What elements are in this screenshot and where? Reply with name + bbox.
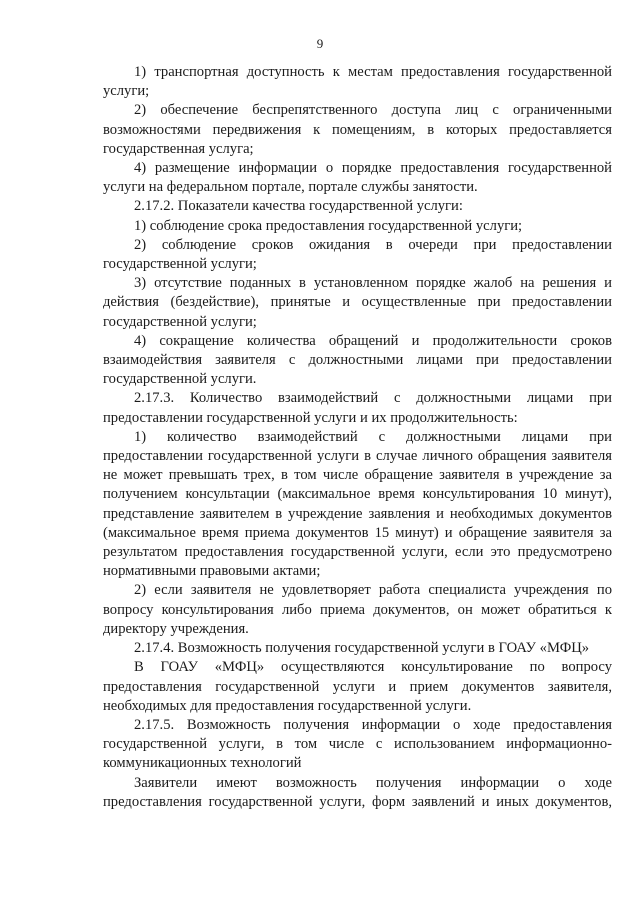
paragraph: 2) если заявителя не удовлетворяет работа специалиста учреждения по вопросу консультирования либо приема документов, он может обратиться к директору учреждения. bbox=[103, 582, 612, 637]
paragraph: 1) соблюдение срока предоставления государственной услуги; bbox=[134, 217, 523, 234]
paragraph: 2) соблюдение сроков ожидания в очереди при предоставлении государственной услуги; bbox=[103, 236, 612, 273]
document-body bbox=[103, 63, 612, 812]
page-number: 9 bbox=[316, 36, 324, 51]
paragraph: В ГОАУ «МФЦ» осуществляются консультирование по вопросу предоставления государственной услуги и прием документов заявителя, необходимых для предоставления государственной услуги. bbox=[103, 659, 612, 714]
section-heading: 2.17.3. Количество взаимодействий с должностными лицами при предоставлении государственной услуги и их продолжительность: bbox=[103, 390, 612, 426]
paragraph: 2) обеспечение беспрепятственного доступа лиц с ограниченными возможностями передвижения к помещениям, в которых предоставляется государственная услуга; bbox=[103, 102, 612, 157]
paragraph: Заявители имеют возможность получения информации о ходе предоставления государственной услуги, форм заявлений и иных документов, bbox=[103, 774, 612, 810]
paragraph: 1) транспортная доступность к местам предоставления государственной услуги; bbox=[103, 64, 612, 100]
section-heading: 2.17.5. Возможность получения информации о ходе предоставления государственной услуги, в том числе с использованием информационно-коммуникационных технологий bbox=[103, 716, 612, 772]
section-heading: 2.17.2. Показатели качества государственной услуги: bbox=[134, 198, 463, 215]
paragraph: 1) количество взаимодействий с должностными лицами при предоставлении государственной услуги в случае личного обращения заявителя не может превышать трех, в том числе обращение заявителя в учреждение за получением консультации (максимальное время консультирования 10 минут), представление заявителем в учреждение заявления и необходимых документов (максимальное время приема документов 15 минут) и обращение заявителя за результатом предоставления государственной услуги, если это предусмотрено нормативными правовыми актами; bbox=[103, 428, 612, 580]
paragraph: 4) размещение информации о порядке предоставления государственной услуги на федеральном портале, портале службы занятости. bbox=[103, 160, 612, 196]
paragraph: 3) отсутствие поданных в установленном порядке жалоб на решения и действия (бездействие), принятые и осуществленные при предоставлении государственной услуги; bbox=[103, 275, 612, 330]
section-heading: 2.17.4. Возможность получения государственной услуги в ГОАУ «МФЦ» bbox=[134, 640, 590, 657]
paragraph: 4) сокращение количества обращений и продолжительности сроков взаимодействия заявителя с должностными лицами при предоставлении государственной услуги. bbox=[103, 332, 612, 388]
